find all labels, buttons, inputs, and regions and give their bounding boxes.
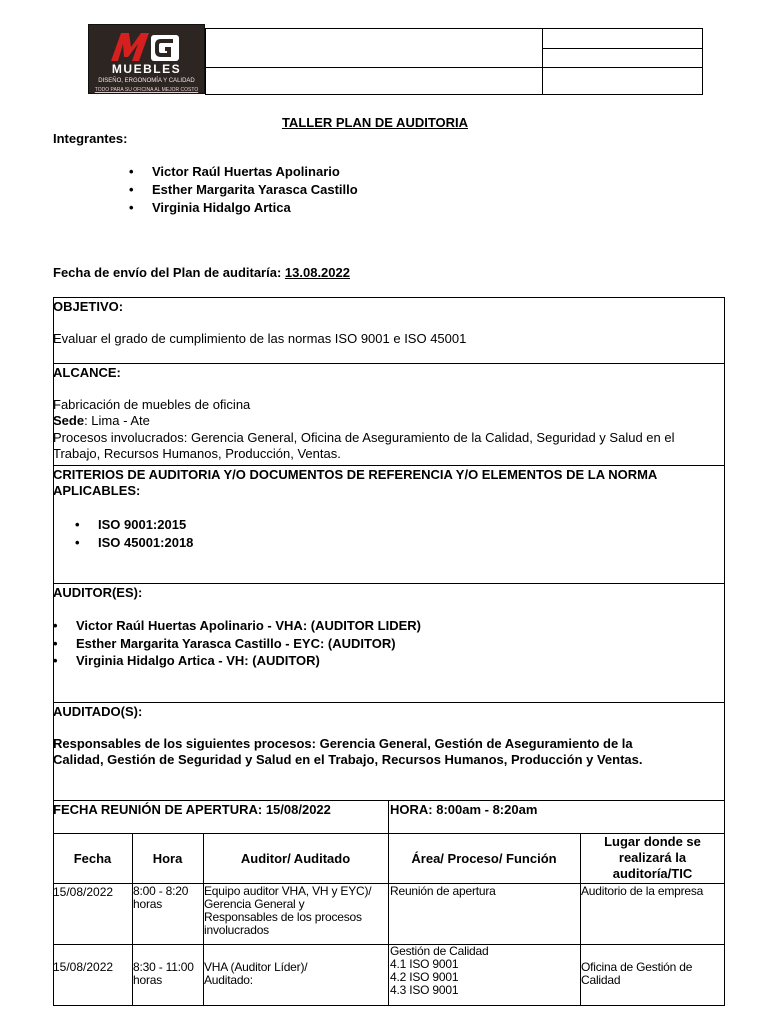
col-header-auditor: Auditor/ Auditado xyxy=(240,851,351,866)
alcance-line: Fabricación de muebles de oficina xyxy=(53,397,251,412)
cell-line: Auditado: xyxy=(204,973,253,987)
objetivo-label: OBJETIVO: xyxy=(53,299,124,314)
alcance-procesos-cont: Trabajo, Recursos Humanos, Producción, Ventas. xyxy=(53,446,341,461)
auditor-item: • Virginia Hidalgo Artica - VH: (AUDITOR) xyxy=(76,653,320,668)
criterio-item: • ISO 9001:2015 xyxy=(98,517,186,532)
fecha-envio-value: 13.08.2022 xyxy=(284,265,350,280)
alcance-procesos: Procesos involucrados: Gerencia General, Oficina de Aseguramiento de la Calidad, Seguridad y Salud en el xyxy=(53,430,675,445)
company-logo xyxy=(88,24,205,94)
alcance-sede xyxy=(53,413,150,428)
cell-line: Calidad xyxy=(581,973,621,987)
auditados-text-cont: Calidad, Gestión de Seguridad y Salud en el Trabajo, Recursos Humanos, Producción y Ventas. xyxy=(53,752,643,767)
logo-slogan: TODO PARA SU OFICINA AL MEJOR COSTO xyxy=(94,87,199,93)
col-header-lugar-line: auditoría/TIC xyxy=(612,866,693,881)
row1-area: Reunión de apertura xyxy=(390,884,496,898)
page-title: TALLER PLAN DE AUDITORIA xyxy=(281,115,469,130)
logo-wordmark: MUEBLES xyxy=(111,62,182,76)
cell-line: 8:00 - 8:20 xyxy=(133,884,189,898)
row2-area xyxy=(390,945,488,997)
cell-line: Gestión de Calidad xyxy=(390,944,489,958)
row-divider xyxy=(53,702,725,703)
criterios-label-cont: APLICABLES: xyxy=(53,483,141,498)
header-col-divider xyxy=(542,28,543,95)
logo-mg-icon xyxy=(109,29,181,63)
cell-line: Responsables de los procesos xyxy=(204,910,362,924)
auditor-item: • Esther Margarita Yarasca Castillo - EYC: (AUDITOR) xyxy=(76,636,396,651)
criterios-label: CRITERIOS DE AUDITORIA Y/O DOCUMENTOS DE REFERENCIA Y/O ELEMENTOS DE LA NORMA xyxy=(53,467,658,482)
row-divider xyxy=(53,944,725,945)
sede-value: : Lima - Ate xyxy=(84,413,150,428)
cell-line: 4.1 ISO 9001 xyxy=(390,957,459,971)
col-header-lugar-line: Lugar donde se xyxy=(604,834,701,849)
row2-fecha: 15/08/2022 xyxy=(53,960,114,974)
header-info-box xyxy=(205,28,703,95)
row-divider xyxy=(53,583,725,584)
fecha-envio-label: Fecha de envío del Plan de auditaría: xyxy=(53,265,285,280)
fecha-envio xyxy=(53,265,350,280)
cell-line: 4.3 ISO 9001 xyxy=(390,983,459,997)
integrantes-label: Integrantes: xyxy=(53,131,128,146)
cell-line: Gerencia General y xyxy=(204,897,305,911)
auditores-label: AUDITOR(ES): xyxy=(53,585,143,600)
cell-line: horas xyxy=(133,973,163,987)
row-divider xyxy=(53,363,725,364)
header-row-divider xyxy=(205,67,703,68)
apertura-hora: HORA: 8:00am - 8:20am xyxy=(390,802,538,817)
objetivo-text: Evaluar el grado de cumplimiento de las normas ISO 9001 e ISO 45001 xyxy=(53,331,467,346)
cell-line: 8:30 - 11:00 xyxy=(133,960,194,974)
header-sub-divider xyxy=(542,48,703,49)
row2-lugar xyxy=(581,961,692,987)
logo-tagline: DISEÑO, ERGONOMÍA Y CALIDAD xyxy=(98,78,195,84)
row-divider xyxy=(53,800,725,801)
row2-hora xyxy=(133,961,194,987)
cell-line: horas xyxy=(133,897,163,911)
cell-line: involucrados xyxy=(204,923,269,937)
row2-auditor xyxy=(204,961,307,987)
col-divider xyxy=(388,800,389,833)
auditados-label: AUDITADO(S): xyxy=(53,704,143,719)
auditor-item: • Victor Raúl Huertas Apolinario - VHA: (AUDITOR LIDER) xyxy=(76,618,421,633)
cell-line: Oficina de Gestión de xyxy=(581,960,693,974)
row1-fecha: 15/08/2022 xyxy=(53,885,114,899)
integrante-item: • Virginia Hidalgo Artica xyxy=(152,200,291,215)
alcance-label: ALCANCE: xyxy=(53,365,121,380)
criterio-item: • ISO 45001:2018 xyxy=(98,535,193,550)
cell-line: VHA (Auditor Líder)/ xyxy=(204,960,308,974)
integrante-item: • Esther Margarita Yarasca Castillo xyxy=(152,182,358,197)
col-header-lugar-line: realizará la xyxy=(618,850,687,865)
auditados-text: Responsables de los siguientes procesos: Gerencia General, Gestión de Aseguramiento de la xyxy=(53,736,633,751)
cell-line: Equipo auditor VHA, VH y EYC)/ xyxy=(204,884,372,898)
row1-auditor xyxy=(204,885,371,937)
apertura-fecha: FECHA REUNIÓN DE APERTURA: 15/08/2022 xyxy=(53,802,331,817)
sede-label: Sede xyxy=(53,413,85,428)
row1-hora xyxy=(133,885,188,911)
cell-line: 4.2 ISO 9001 xyxy=(390,970,459,984)
col-header-fecha: Fecha xyxy=(73,851,112,866)
col-header-lugar xyxy=(580,834,725,882)
row1-lugar: Auditorio de la empresa xyxy=(581,884,704,898)
col-header-hora: Hora xyxy=(152,851,183,866)
row-divider xyxy=(53,465,725,466)
col-header-area: Área/ Proceso/ Función xyxy=(411,851,557,866)
integrante-item: • Victor Raúl Huertas Apolinario xyxy=(152,164,340,179)
